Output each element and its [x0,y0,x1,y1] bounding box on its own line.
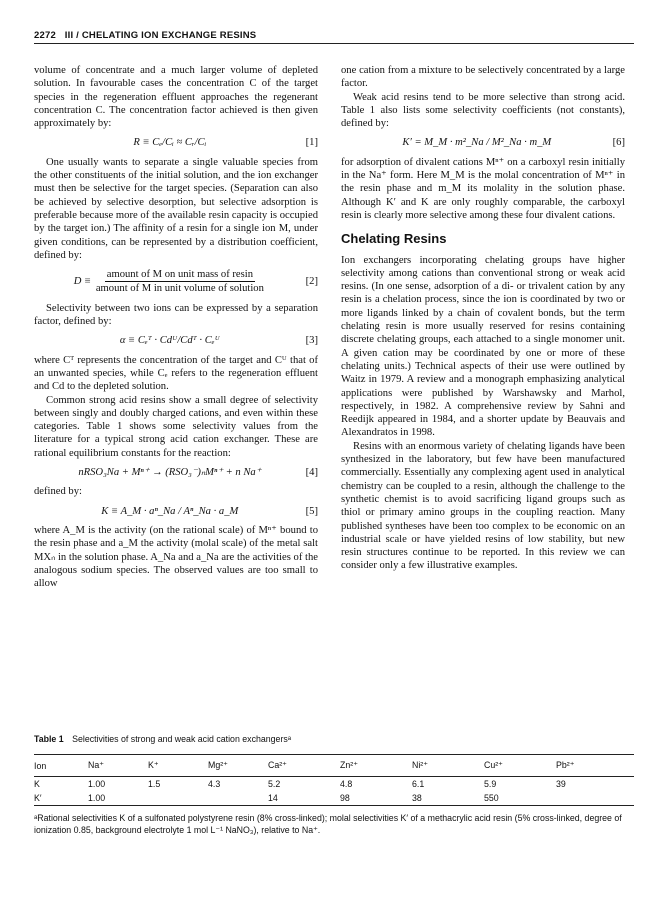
table-row [34,777,634,792]
table-cell: K′ [34,793,42,803]
table-header-cell: K⁺ [148,760,159,770]
equation-number: [5] [305,505,318,517]
table-header-cell: Cu²⁺ [484,760,503,770]
paragraph: Common strong acid resins show a small degree of selectivity between singly and doubly charged cations, and even within these categories. Table 1 shows some selectivity values from the literature for a typical strong acid cation exchanger. These are rational equilibrium constants for the reaction: [34,394,318,459]
equation-number: [1] [305,137,318,149]
paragraph: where Cᵀ represents the concentration of the target and Cᵁ that of an unwanted species, while Cₑ refers to the regeneration effluent and Cd to the depleted solution. [34,354,318,393]
table-cell: 4.3 [208,779,221,789]
table-cell [208,791,268,806]
table-row [34,791,634,806]
table-header-cell: Ion [34,760,47,771]
equation-number: [4] [305,467,318,479]
table-cell: 1.5 [148,779,161,789]
equation-body: α ≡ Cₑᵀ · Cdᵁ/Cdᵀ · Cₑᵁ [119,335,220,347]
equation-body: K ≡ A_M · aⁿ_Na / Aⁿ_Na · a_M [101,505,239,517]
fraction-denominator: amount of M in unit volume of solution [95,283,264,295]
paragraph: Ion exchangers incorporating chelating groups have higher selectivity among cations than conventional strong or weak acid resins. (In one sense, adsorption of a di- or trivalent cation by any resin is a chelation process, since the ion is coordinated by two or more ligands linked by a chain of covalent bonds, but the term chelating resin is more usually reserved for resins containing discrete chelating groups, each attached to a single monomer unit. A given cation may be coordinated by one or more of these chelating units.) Technical aspects of their use were outlined by Waitz in 1979. A review and a monograph emphasizing analytical applications were published by Warshawsky and Marhol, respectively, in 1982. A comprehensive review by Sahni and Reedijk appeared in 1984, and a shorter update by Beauvais and Alexandratos in 1998. [341,254,625,439]
table-header-cell: Mg²⁺ [208,760,228,770]
table-cell: 1.00 [88,793,106,803]
table-cell: 5.9 [484,779,497,789]
fraction-numerator: amount of M on unit mass of resin [105,268,255,282]
equation-2 [34,268,318,296]
table-cell: 39 [556,779,566,789]
paragraph: Weak acid resins tend to be more selective than strong acid. Table 1 also lists some selectivity coefficients (not constants), defined by: [341,91,625,130]
table-cell: 14 [268,793,278,803]
table-cell: 6.1 [412,779,425,789]
equation-number: [2] [305,276,318,288]
paragraph: volume of concentrate and a much larger volume of depleted solution. In favourable cases the concentration C of the target species in the regeneration effluent approaches the regenerant concentration C. The concentration factor achieved is then given approximately by: [34,65,318,130]
header-rule [34,43,634,44]
section-heading: Chelating Resins [341,231,447,247]
running-title: III / CHELATING ION EXCHANGE RESINS [64,30,257,41]
fraction [94,268,266,296]
paragraph: for adsorption of divalent cations Mⁿ⁺ on a carboxyl resin initially in the Na⁺ form. Here M_M is the molal concentration of Mⁿ⁺ in the resin phase and m_M its molality in the solution phase. Although K′ and K are only roughly comparable, the carboxyl resin is clearly more selective among these four divalent cations. [341,156,625,221]
table-cell: 1.00 [88,779,106,789]
page-header [34,30,634,41]
paragraph: where A_M is the activity (on the rational scale) of Mⁿ⁺ bound to the resin phase and a_M the activity (molal scale) of the metal salt MXₙ in the solution phase. A_Na and a_Na are the activities of the analogous sodium species. The observed values are too small to allow [34,524,318,590]
table-1 [34,734,634,836]
table-footnote: ᵃRational selectivities K of a sulfonated polystyrene resin (8% cross-linked); molal selectivities K′ of a methacrylic acid resin (5% cross-linked, degree of ionization 0.85, background electrolyte 1 mol L⁻¹ NaNO₃), relative to Na⁺. [34,813,622,835]
table-cell [556,791,634,806]
equation-3 [34,334,318,347]
table-cell: 5.2 [268,779,281,789]
selectivity-table [34,754,634,806]
left-column [34,64,318,590]
table-title: Selectivities of strong and weak acid cation exchangersᵃ [72,734,292,744]
table-cell: K [34,779,40,789]
paragraph: defined by: [34,486,82,498]
table-header-cell: Ca²⁺ [268,760,287,770]
table-label: Table 1 [34,734,64,744]
equation-body: nRSO₃Na + Mⁿ⁺ → (RSO₃⁻)ₙMⁿ⁺ + n Na⁺ [78,467,262,479]
table-cell: 4.8 [340,779,353,789]
equation-lhs: D ≡ [73,276,92,288]
table-cell: 550 [484,793,499,803]
equation-body: R ≡ Cₑ/Cᵢ ≈ Cᵣ/Cᵢ [133,137,207,149]
table-header-cell: Ni²⁺ [412,760,428,770]
page-number: 2272 [34,30,56,41]
paragraph: Selectivity between two ions can be expressed by a separation factor, defined by: [34,302,318,328]
paragraph: Resins with an enormous variety of chelating ligands have been synthesized in the laboratory, but few have been manufactured commercially. Essentially any complexing agent used in analytical chemistry can be coupled to a resin, although the challenge to the synthetic chemist is to avoid sacrificing ligand groups such as thiol or primary amino groups in the coupling reaction. Many published syntheses have been too complex to be economic on an industrial scale or have yielded resins of low stability, but new resin structures continue to be reported. In this review we can consider only a few illustrative examples. [341,440,625,572]
equation-4 [34,466,318,479]
equation-body: K′ = M_M · m²_Na / M²_Na · m_M [402,137,552,149]
table-header-cell: Pb²⁺ [556,760,575,770]
right-column [341,64,625,573]
table-header-cell: Na⁺ [88,760,104,770]
equation-1 [34,136,318,149]
equation-number: [6] [612,137,625,149]
equation-5 [34,505,318,518]
table-cell: 98 [340,793,350,803]
paragraph: one cation from a mixture to be selectively concentrated by a large factor. [341,65,625,90]
equation-body [34,268,306,296]
equation-number: [3] [305,335,318,347]
equation-6 [341,136,625,149]
table-header-row [34,755,634,777]
table-header-cell: Zn²⁺ [340,760,358,770]
table-cell: 38 [412,793,422,803]
paragraph: One usually wants to separate a single valuable species from the other constituents of the initial solution, and the ion exchanger must then be selective for the target species. (Separation can also be achieved by selective desorption, but selective adsorption is preferable because more of the available resin capacity is occupied by the target ion.) The affinity of a resin for a single ion M, under given conditions, can be represented by a distribution coefficient, defined by: [34,156,318,261]
table-caption [34,734,634,744]
table-cell [148,791,208,806]
